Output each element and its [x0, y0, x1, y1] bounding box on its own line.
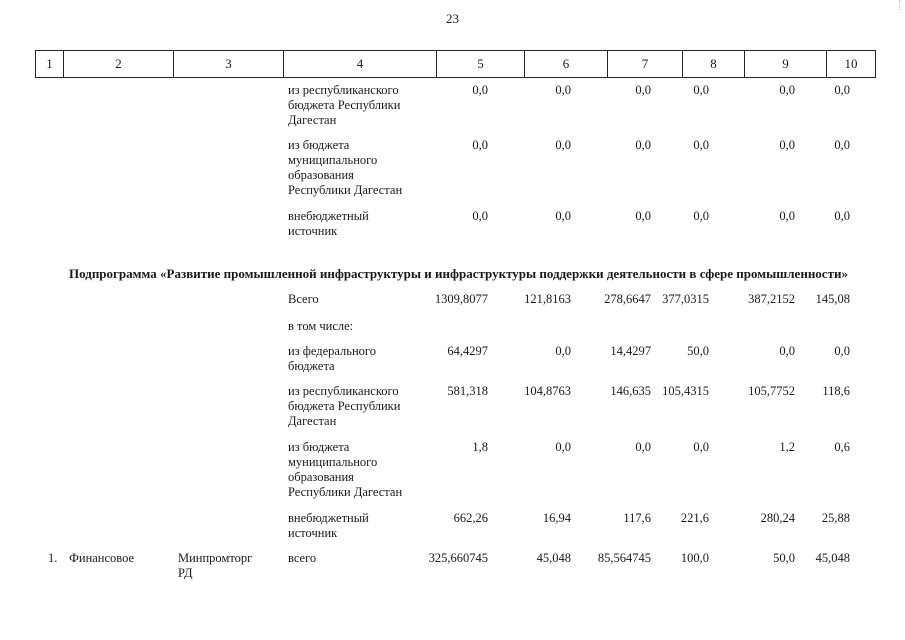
value-col-6: 0,0	[555, 83, 571, 97]
header-col-1: 1	[36, 51, 64, 78]
value-col-5: 662,26	[453, 511, 488, 525]
value-col-7: 0,0	[635, 83, 651, 97]
edge-mark	[899, 0, 901, 10]
value-col-8: 221,6	[680, 511, 709, 525]
header-col-5: 5	[437, 51, 525, 78]
header-col-2: 2	[64, 51, 174, 78]
value-col-9: 105,7752	[748, 384, 795, 398]
header-col-9: 9	[745, 51, 827, 78]
row-label: внебюджетный источник	[288, 209, 369, 238]
header-col-7: 7	[608, 51, 683, 78]
value-col-9: 387,2152	[748, 292, 795, 306]
value-col-7: 0,0	[635, 440, 651, 454]
header-table	[35, 50, 876, 78]
value-col-6: 0,0	[555, 440, 571, 454]
value-col-6: 0,0	[555, 138, 571, 152]
row-label: из бюджета муниципального образования Республики Дагестан	[288, 138, 403, 197]
header-col-8: 8	[683, 51, 745, 78]
row-number: 1.	[48, 551, 58, 565]
value-col-10: 145,08	[815, 292, 850, 306]
value-col-5: 325,660745	[428, 551, 488, 565]
row-label: из федерального бюджета	[288, 344, 376, 373]
value-col-10: 0,0	[834, 138, 850, 152]
value-col-5: 581,318	[447, 384, 488, 398]
value-col-8: 0,0	[693, 83, 709, 97]
value-col-6: 16,94	[542, 511, 571, 525]
header-col-6: 6	[525, 51, 608, 78]
header-col-4: 4	[284, 51, 437, 78]
value-col-5: 64,4297	[447, 344, 488, 358]
value-col-5: 0,0	[472, 83, 488, 97]
row-label: внебюджетный источник	[288, 511, 369, 540]
value-col-7: 14,4297	[610, 344, 651, 358]
value-col-5: 1,8	[472, 440, 488, 454]
value-col-5: 0,0	[472, 209, 488, 223]
page-number: 23	[446, 11, 459, 26]
row-label: из бюджета муниципального образования Республики Дагестан	[288, 440, 403, 499]
value-col-8: 377,0315	[662, 292, 709, 306]
row-label: из республиканского бюджета Республики Дагестан	[288, 83, 401, 127]
subprogram-title: Подпрограмма «Развитие промышленной инфраструктуры и инфраструктуры поддержки деятельности в сфере промышленности»	[69, 266, 848, 281]
value-col-8: 0,0	[693, 440, 709, 454]
value-col-8: 105,4315	[662, 384, 709, 398]
value-col-10: 0,0	[834, 83, 850, 97]
value-col-5: 0,0	[472, 138, 488, 152]
value-col-7: 0,0	[635, 209, 651, 223]
event-name: Финансовое	[69, 551, 135, 565]
value-col-7: 146,635	[610, 384, 651, 398]
value-col-8: 0,0	[693, 209, 709, 223]
value-col-6: 0,0	[555, 344, 571, 358]
value-col-9: 50,0	[773, 551, 795, 565]
value-col-9: 280,24	[760, 511, 795, 525]
value-col-10: 0,0	[834, 209, 850, 223]
row-label: Всего	[288, 292, 319, 306]
value-col-9: 0,0	[779, 344, 795, 358]
value-col-9: 0,0	[779, 83, 795, 97]
value-col-9: 0,0	[779, 209, 795, 223]
value-col-6: 0,0	[555, 209, 571, 223]
header-col-10: 10	[827, 51, 876, 78]
value-col-6: 121,8163	[524, 292, 571, 306]
value-col-7: 0,0	[635, 138, 651, 152]
value-col-6: 104,8763	[524, 384, 571, 398]
header-col-3: 3	[174, 51, 284, 78]
value-col-8: 0,0	[693, 138, 709, 152]
value-col-9: 1,2	[779, 440, 795, 454]
value-col-10: 0,0	[834, 344, 850, 358]
row-label: из республиканского бюджета Республики Дагестан	[288, 384, 401, 428]
value-col-8: 50,0	[687, 344, 709, 358]
value-col-10: 0,6	[834, 440, 850, 454]
value-col-8: 100,0	[680, 551, 709, 565]
value-col-7: 85,564745	[597, 551, 651, 565]
value-col-9: 0,0	[779, 138, 795, 152]
value-col-10: 118,6	[822, 384, 850, 398]
value-col-10: 25,88	[821, 511, 850, 525]
header-row	[36, 51, 876, 78]
executor: Минпромторг РД	[178, 551, 253, 580]
row-label: всего	[288, 551, 317, 565]
value-col-7: 117,6	[623, 511, 651, 525]
value-col-10: 45,048	[815, 551, 850, 565]
value-col-7: 278,6647	[604, 292, 651, 306]
value-col-6: 45,048	[536, 551, 571, 565]
value-col-5: 1309,8077	[434, 292, 488, 306]
row-label: в том числе:	[288, 319, 354, 333]
